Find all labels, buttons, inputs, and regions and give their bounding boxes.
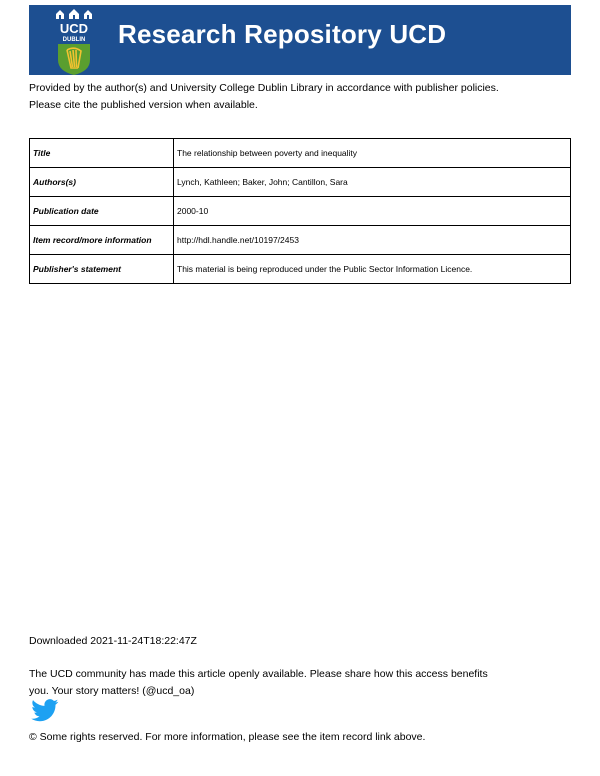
twitter-bird-icon[interactable] (31, 699, 59, 722)
table-row (30, 197, 571, 226)
metadata-label: Publication date (30, 197, 174, 226)
table-row (30, 168, 571, 197)
logo-text-ucd: UCD (59, 21, 89, 36)
metadata-label: Title (30, 139, 174, 168)
item-record-link[interactable]: http://hdl.handle.net/10197/2453 (174, 226, 571, 255)
metadata-label: Item record/more information (30, 226, 174, 255)
table-row (30, 226, 571, 255)
metadata-value: This material is being reproduced under the Public Sector Information Licence. (174, 255, 571, 284)
table-row (30, 255, 571, 284)
banner-title: Research Repository UCD (118, 19, 447, 49)
metadata-table (29, 138, 571, 284)
table-row (30, 139, 571, 168)
metadata-value: 2000-10 (174, 197, 571, 226)
repository-banner (29, 5, 571, 75)
metadata-label: Publisher's statement (30, 255, 174, 284)
metadata-value: The relationship between poverty and inequality (174, 139, 571, 168)
rights-notice: © Some rights reserved. For more information, please see the item record link above. (29, 731, 426, 743)
metadata-value: Lynch, Kathleen; Baker, John; Cantillon, Sara (174, 168, 571, 197)
community-notice: The UCD community has made this article openly available. Please share how this access benefits you. Your story matters! (@ucd_oa) (29, 668, 488, 697)
downloaded-timestamp: Downloaded 2021-11-24T18:22:47Z (29, 635, 197, 647)
logo-text-dublin: DUBLIN (62, 37, 86, 43)
provided-notice: Provided by the author(s) and University College Dublin Library in accordance with publisher policies. Please cite the published version when available. (29, 82, 499, 111)
ucd-logo (49, 5, 99, 75)
metadata-label: Authors(s) (30, 168, 174, 197)
